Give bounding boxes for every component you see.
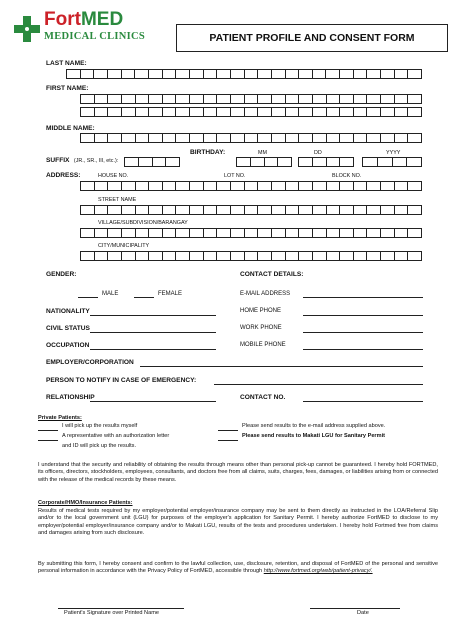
date-label: Date	[357, 610, 369, 616]
emergency-label: PERSON TO NOTIFY IN CASE OF EMERGENCY:	[46, 377, 197, 384]
first-name-boxes-1[interactable]	[80, 94, 422, 105]
representative-option: A representative with an authorization letter	[62, 433, 170, 439]
private-patients-heading: Private Patients:	[38, 415, 82, 421]
signature-line[interactable]	[58, 608, 184, 609]
first-name-boxes-2[interactable]	[80, 107, 422, 118]
year-boxes[interactable]	[362, 157, 422, 168]
email-field[interactable]	[303, 297, 423, 298]
mobile-phone-field[interactable]	[303, 349, 423, 350]
suffix-boxes[interactable]	[124, 157, 180, 168]
contact-details-label: CONTACT DETAILS:	[240, 271, 304, 278]
work-phone-field[interactable]	[303, 332, 423, 333]
consent-text: By submitting this form, I hereby consent and confirm to the lawful collection, use, disclosure, retention, and disposal of FortMED of the personal and sensitive personal information in accordance with the Privacy Policy of FortMED, accessible through	[38, 561, 438, 575]
middle-name-boxes[interactable]	[80, 133, 422, 144]
day-boxes[interactable]	[298, 157, 354, 168]
relationship-label: RELATIONSHIP	[46, 394, 95, 401]
logo-word-med: MED	[80, 9, 124, 30]
consent-paragraph	[38, 561, 438, 576]
occupation-label: OCCUPATION	[46, 342, 90, 349]
send-lgu-blank[interactable]	[218, 440, 238, 441]
male-label: MALE	[102, 291, 119, 297]
logo-word-fort: Fort	[44, 9, 81, 30]
first-name-label: FIRST NAME:	[46, 85, 89, 92]
home-phone-field[interactable]	[303, 315, 423, 316]
corporate-paragraph: Results of medical tests required by my employer/potential employer/insurance company may be sent to them directly as instructed in the LOA/Referral Slip and/or to the local government unit (LGU) for purposes of the employer's application for Sanitary Permit. I hereby authorize FortMED to disclose to my employer/potential employer/insurance company and/or to Makati LGU, results of the tests and procedures undertaken. I hereby hold Fortmed free from claims and damages arising from such disclosure.	[38, 508, 438, 536]
suffix-hint: (JR., SR., III, etc.):	[73, 158, 119, 164]
signature-label: Patient's Signature over Printed Name	[64, 610, 159, 616]
send-email-blank[interactable]	[218, 430, 238, 431]
send-lgu-option: Please send results to Makati LGU for Sanitary Permit	[242, 433, 385, 439]
representative-option-cont: and ID will pick up the results.	[62, 443, 136, 449]
home-phone-label: HOME PHONE	[240, 308, 282, 314]
suffix-label: SUFFIX	[46, 157, 70, 164]
date-line[interactable]	[310, 608, 400, 609]
female-label: FEMALE	[158, 291, 183, 297]
employer-label: EMPLOYER/CORPORATION	[46, 359, 134, 366]
send-email-option: Please send results to the e-mail address supplied above.	[242, 423, 386, 429]
city-label: CITY/MUNICIPALITY	[98, 243, 150, 249]
corporate-heading: Corporate/HMO/Insurance Patients:	[38, 500, 133, 506]
work-phone-label: WORK PHONE	[240, 325, 282, 331]
birthday-label: BIRTHDAY:	[190, 149, 226, 156]
privacy-link[interactable]: http://www.fortmed.org/web/patient-privacy/.	[263, 568, 373, 575]
address-number-boxes[interactable]	[80, 181, 422, 192]
year-label: YYYY	[386, 150, 401, 156]
disclaimer-paragraph: I understand that the security and reliability of obtaining the results through means other than personal pick-up cannot be guaranteed. I hereby hold FORTMED, its officers, directors, stockholders, employees, consultants, and doctors free from all claims, suits, charges, fees, damages, or liabilities arising from or connected with the release of the medical records by these means.	[38, 462, 438, 483]
last-name-boxes[interactable]	[66, 69, 422, 80]
logo	[14, 10, 164, 48]
emergency-field[interactable]	[214, 384, 423, 385]
mobile-phone-label: MOBILE PHONE	[240, 342, 286, 348]
email-label: E-MAIL ADDRESS	[240, 291, 291, 297]
pickup-self-blank[interactable]	[38, 430, 58, 431]
village-label: VILLAGE/SUBDIVISION/BARANGAY	[98, 220, 188, 226]
nationality-field[interactable]	[90, 315, 216, 316]
contact-no-label: CONTACT NO.	[240, 394, 286, 401]
middle-name-label: MIDDLE NAME:	[46, 125, 95, 132]
representative-blank[interactable]	[38, 440, 58, 441]
pickup-self-option: I will pick up the results myself	[62, 423, 138, 429]
nationality-label: NATIONALITY	[46, 308, 90, 315]
last-name-label: LAST NAME:	[46, 60, 87, 67]
city-boxes[interactable]	[80, 251, 422, 262]
day-label: DD	[314, 150, 322, 156]
address-label: ADDRESS:	[46, 172, 81, 179]
civil-status-field[interactable]	[90, 332, 216, 333]
month-label: MM	[258, 150, 267, 156]
employer-field[interactable]	[140, 366, 423, 367]
lot-no-label: LOT NO.	[224, 173, 246, 179]
female-blank[interactable]	[134, 297, 154, 298]
block-no-label: BLOCK NO.	[332, 173, 362, 179]
civil-status-label: CIVIL STATUS	[46, 325, 90, 332]
village-boxes[interactable]	[80, 228, 422, 239]
gender-label: GENDER:	[46, 271, 77, 278]
house-no-label: HOUSE NO.	[98, 173, 129, 179]
occupation-field[interactable]	[90, 349, 216, 350]
relationship-field[interactable]	[90, 401, 216, 402]
street-name-boxes[interactable]	[80, 205, 422, 216]
contact-no-field[interactable]	[303, 401, 423, 402]
cross-icon	[14, 16, 40, 42]
form-title: PATIENT PROFILE AND CONSENT FORM	[209, 32, 415, 44]
month-boxes[interactable]	[236, 157, 292, 168]
logo-subtitle: MEDICAL CLINICS	[44, 31, 146, 42]
male-blank[interactable]	[78, 297, 98, 298]
street-name-label: STREET NAME	[98, 197, 137, 203]
form-title-box	[176, 24, 448, 52]
